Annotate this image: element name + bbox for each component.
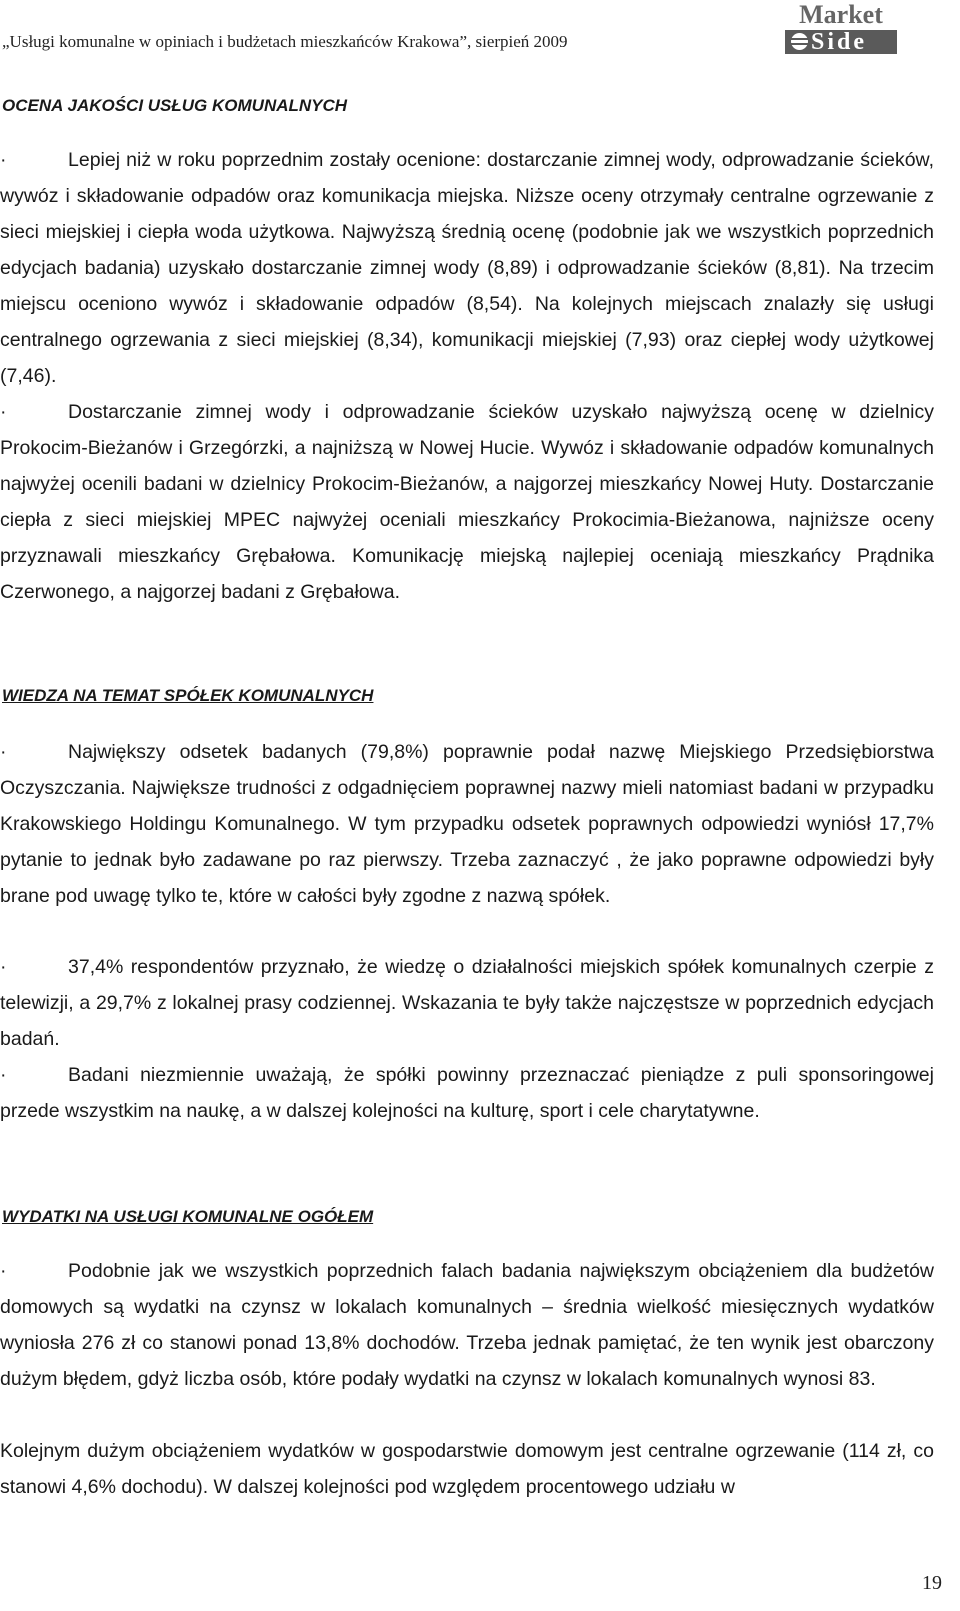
bullet-marker: · xyxy=(0,956,7,978)
bullet-marker: · xyxy=(0,149,7,171)
paragraph-text: Największy odsetek badanych (79,8%) poprawnie podał nazwę Miejskiego Przedsiębiorstwa Oczyszczania. Największe trudności z odgadnięciem poprawnej nazwy mieli natomiast badani w przypadku Krakowskiego Holdingu Komunalnego. W tym przypadku odsetek poprawnych odpowiedzi wyniósł 17,7% pytanie to jednak było zadawane po raz pierwszy. Trzeba zaznaczyć , że jako poprawne odpowiedzi były brane pod uwagę tylko te, które w całości były zgodne z nazwą spółek. xyxy=(0,741,934,907)
paragraph-wiedza-2 xyxy=(0,949,934,1057)
logo-text-side: Side xyxy=(811,30,868,54)
paragraph-text: 37,4% respondentów przyznało, że wiedzę o działalności miejskich spółek komunalnych czerpie z telewizji, a 29,7% z lokalnej prasy codziennej. Wskazania te były także najczęstsze w poprzednich edycjach badań. xyxy=(0,956,934,1050)
logo-text-market: Market xyxy=(799,0,883,29)
section-heading-wiedza: WIEDZA NA TEMAT SPÓŁEK KOMUNALNYCH xyxy=(2,686,374,705)
paragraph-wiedza-1 xyxy=(0,734,934,914)
section-heading-wydatki: WYDATKI NA USŁUGI KOMUNALNE OGÓŁEM xyxy=(2,1207,374,1226)
paragraph-wiedza-3 xyxy=(0,1057,934,1129)
document-title: „Usługi komunalne w opiniach i budżetach mieszkańców Krakowa”, sierpień 2009 xyxy=(2,32,568,51)
paragraph-ocena-2 xyxy=(0,394,934,610)
page-number: 19 xyxy=(922,1572,942,1594)
bullet-marker: · xyxy=(0,1260,7,1282)
paragraph-text: Dostarczanie zimnej wody i odprowadzanie ścieków uzyskało najwyższą ocenę w dzielnicy Prokocim-Bieżanów i Grzegórzki, a najniższą w Nowej Hucie. Wywóz i składowanie odpadów komunalnych najwyżej ocenili badani w dzielnicy Prokocim-Bieżanów, a najgorzej mieszkańcy Nowej Huty. Dostarczanie ciepła z sieci miejskiej MPEC najwyżej oceniali mieszkańcy Prokocimia-Bieżanowa, najniższe oceny przyznawali mieszkańcy Grębałowa. Komunikację miejską najlepiej oceniają mieszkańcy Prądnika Czerwonego, a najgorzej badani z Grębałowa. xyxy=(0,401,934,603)
paragraph-wydatki-2 xyxy=(0,1433,934,1505)
paragraph-text: Podobnie jak we wszystkich poprzednich falach badania największym obciążeniem dla budżetów domowych są wydatki na czynsz w lokalach komunalnych – średnia wielkość miesięcznych wydatków wyniosła 276 zł co stanowi ponad 13,8% dochodów. Trzeba jednak pamiętać, że ten wynik jest obarczony dużym błędem, gdyż liczba osób, które podały wydatki na czynsz w lokalach komunalnych wynosi 83. xyxy=(0,1260,934,1390)
bullet-marker: · xyxy=(0,1064,7,1086)
bullet-marker: · xyxy=(0,401,7,423)
globe-icon xyxy=(791,33,808,50)
logo-side-box xyxy=(785,30,897,54)
bullet-marker: · xyxy=(0,741,7,763)
paragraph-wydatki-1 xyxy=(0,1253,934,1397)
paragraph-text: Kolejnym dużym obciążeniem wydatków w gospodarstwie domowym jest centralne ogrzewanie (114 zł, co stanowi 4,6% dochodu). W dalszej kolejności pod względem procentowego udziału w xyxy=(0,1440,934,1498)
paragraph-ocena-1 xyxy=(0,142,934,394)
market-side-logo xyxy=(785,2,897,56)
section-heading-ocena: OCENA JAKOŚCI USŁUG KOMUNALNYCH xyxy=(2,96,348,115)
page-header xyxy=(0,0,960,60)
paragraph-text: Badani niezmiennie uważają, że spółki powinny przeznaczać pieniądze z puli sponsoringowej przede wszystkim na naukę, a w dalszej kolejności na kulturę, sport i cele charytatywne. xyxy=(0,1064,934,1122)
paragraph-text: Lepiej niż w roku poprzednim zostały ocenione: dostarczanie zimnej wody, odprowadzanie ścieków, wywóz i składowanie odpadów oraz komunikacja miejska. Niższe oceny otrzymały centralne ogrzewanie z sieci miejskiej i ciepła woda użytkowa. Najwyższą średnią ocenę (podobnie jak we wszystkich poprzednich edycjach badania) uzyskało dostarczanie zimnej wody (8,89) i odprowadzanie ścieków (8,81). Na trzecim miejscu oceniono wywóz i składowanie odpadów (8,54). Na kolejnych miejscach znalazły się usługi centralnego ogrzewania z sieci miejskiej (8,34), komunikacji miejskiej (7,93) oraz ciepłej wody użytkowej (7,46). xyxy=(0,149,934,387)
